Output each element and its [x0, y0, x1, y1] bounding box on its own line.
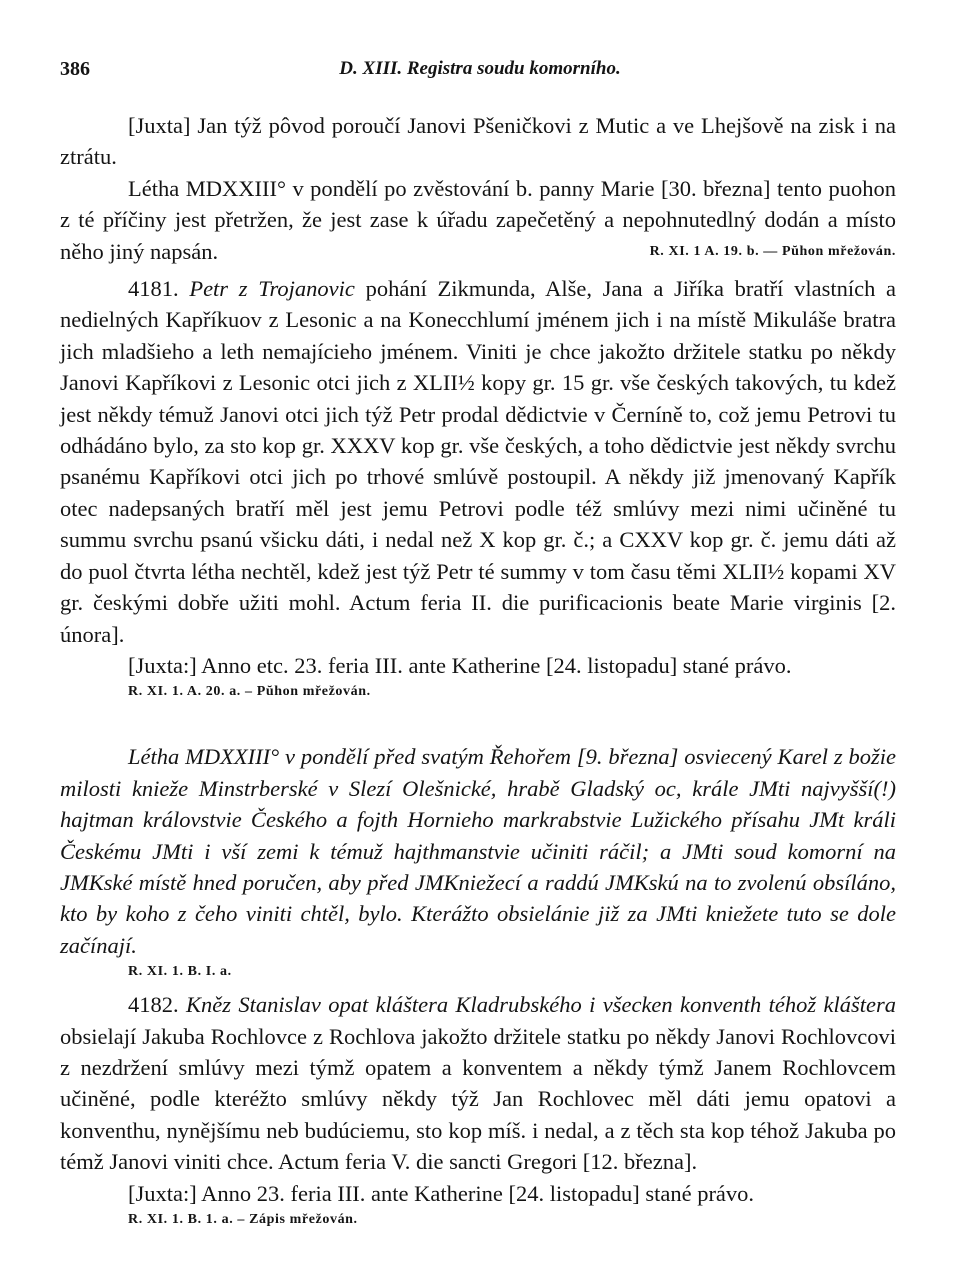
letha-entry-1-text: Létha MDXXIII° v pondělí po zvěstování b. panny Marie [30. března] tento puohon z té příčiny jest přetržen, že jest zase k úřadu zapečetěný a nepohnutedlný dodán a místo něho jiný napsán. — [60, 175, 896, 264]
entry-4181-text: pohání Zikmunda, Alše, Jana a Jiříka bratří vlastních a nedielných Kapříkuov z Lesonic a na Konecchlumí jménem jich i na místě Mikuláše bratra jich mladšieho a leth nemajícieho jménem. Viniti je chce jakožto držitele statku po někdy Janovi Kapříkovi z Lesonic otci jich z XLII½ kopy gr. 15 gr. vše českých takových, tu kdež jest někdy témuž Janovi otci jich týž Petr prodal dědictvie v Černíně to, což jemu Petrovi tu odhádáno bylo, za sto kop gr. XXXV kop gr. vše českých, a toho dědictvie jest někdy svrchu psanému Kapříkovi otci jich po trhové smlúvě postoupil. A někdy již jmenovaný Kapřík otec nadepsaných bratří měl jest jemu Petrovi podle též smlúvy mezi nimi učiněné tu summu svrchu psanú všicku dáti, i nedal než X kop gr. č.; a CXXV kop gr. č. jemu dáti až do puol čtvrta létha nechtěl, kdež jest týž Petr té summy v tom času těmi XLII½ kopami XV gr. českými dobře užiti mohl. Actum feria II. die purificacionis beate Marie virginis [2. února]. — [60, 276, 897, 647]
page-body — [60, 110, 896, 1231]
entry-4182-ref: R. XI. 1. B. 1. a. – Zápis mřežován. — [128, 1212, 358, 1227]
entry-4182-number: 4182. — [128, 992, 179, 1018]
entry-4181-actor: Petr z Trojanovic — [189, 276, 355, 302]
entry-4182-juxta: [Juxta:] Anno 23. feria III. ante Katherine [24. listopadu] stané právo. — [128, 1180, 755, 1206]
page-number: 386 — [60, 58, 90, 80]
entry-4181-juxta: [Juxta:] Anno etc. 23. feria III. ante Katherine [24. listopadu] stané právo. — [128, 652, 792, 678]
entry-4181 — [60, 273, 896, 650]
entry-4182-actor: Kněz Stanislav opat kláštera Kladrubského i všecken konventh téhož kláštera — [186, 992, 896, 1018]
letha-entry-1-ref: R. XI. 1 A. 19. b. — Pŭhon mřežován. — [649, 243, 896, 259]
running-title: D. XIII. Registra soudu komorního. — [339, 58, 621, 79]
letha-entry-2: Létha MDXXIII° v pondělí před svatým Řehořem [9. března] osviecený Karel z božie milosti knieže Minstrberské v Slezí Olešnické, hrabě Gladský oc, krále JMti najvyšší(!) hajtman královstvie Českého a fojth Hornieho markrabstvie Lužického přísahu JMt králi Českému JMti i vší zemi k témuž hajthmanstvie učiniti ráčil; a JMti soud komorní na JMKské místě hned poručen, aby před JMKniežecí a raddú JMKskú na to zvolenú obsíláno, kto by koho z čeho viniti chtěl, bylo. Kterážto obsielánie již za JMti kniežete tuto se dole začínají. — [60, 744, 896, 958]
entry-4181-number: 4181. — [128, 276, 179, 302]
letha-entry-2-ref: R. XI. 1. B. I. a. — [128, 964, 232, 980]
entry-4182-text: obsielají Jakuba Rochlovce z Rochlova jakožto držitele statku po někdy Janovi Rochlovcovi z nezdržení smlúvy mezi týmž opatem a konventem a někdy týmž Janem Rochlovcem učiněné, podle kteréžto smlúvy někdy týž Jan Rochlovec měl dáti jemu opatovi a konventhu, nynějšímu neb budúciemu, sto kop míš. i nedal, a z těch sta kop téhož Jakuba po témž Janovi viniti chce. Actum feria V. die sancti Gregori [12. března]. — [60, 1023, 896, 1175]
entry-4182 — [60, 989, 896, 1177]
page-header — [60, 58, 900, 88]
juxta-intro: [Juxta] Jan týž pôvod poroučí Janovi Pšeničkovi z Mutic a ve Lhejšově na zisk i na ztrátu. — [60, 113, 896, 170]
letha-entry-1 — [60, 173, 896, 267]
entry-4181-ref: R. XI. 1. A. 20. a. – Pŭhon mřežován. — [128, 684, 371, 700]
